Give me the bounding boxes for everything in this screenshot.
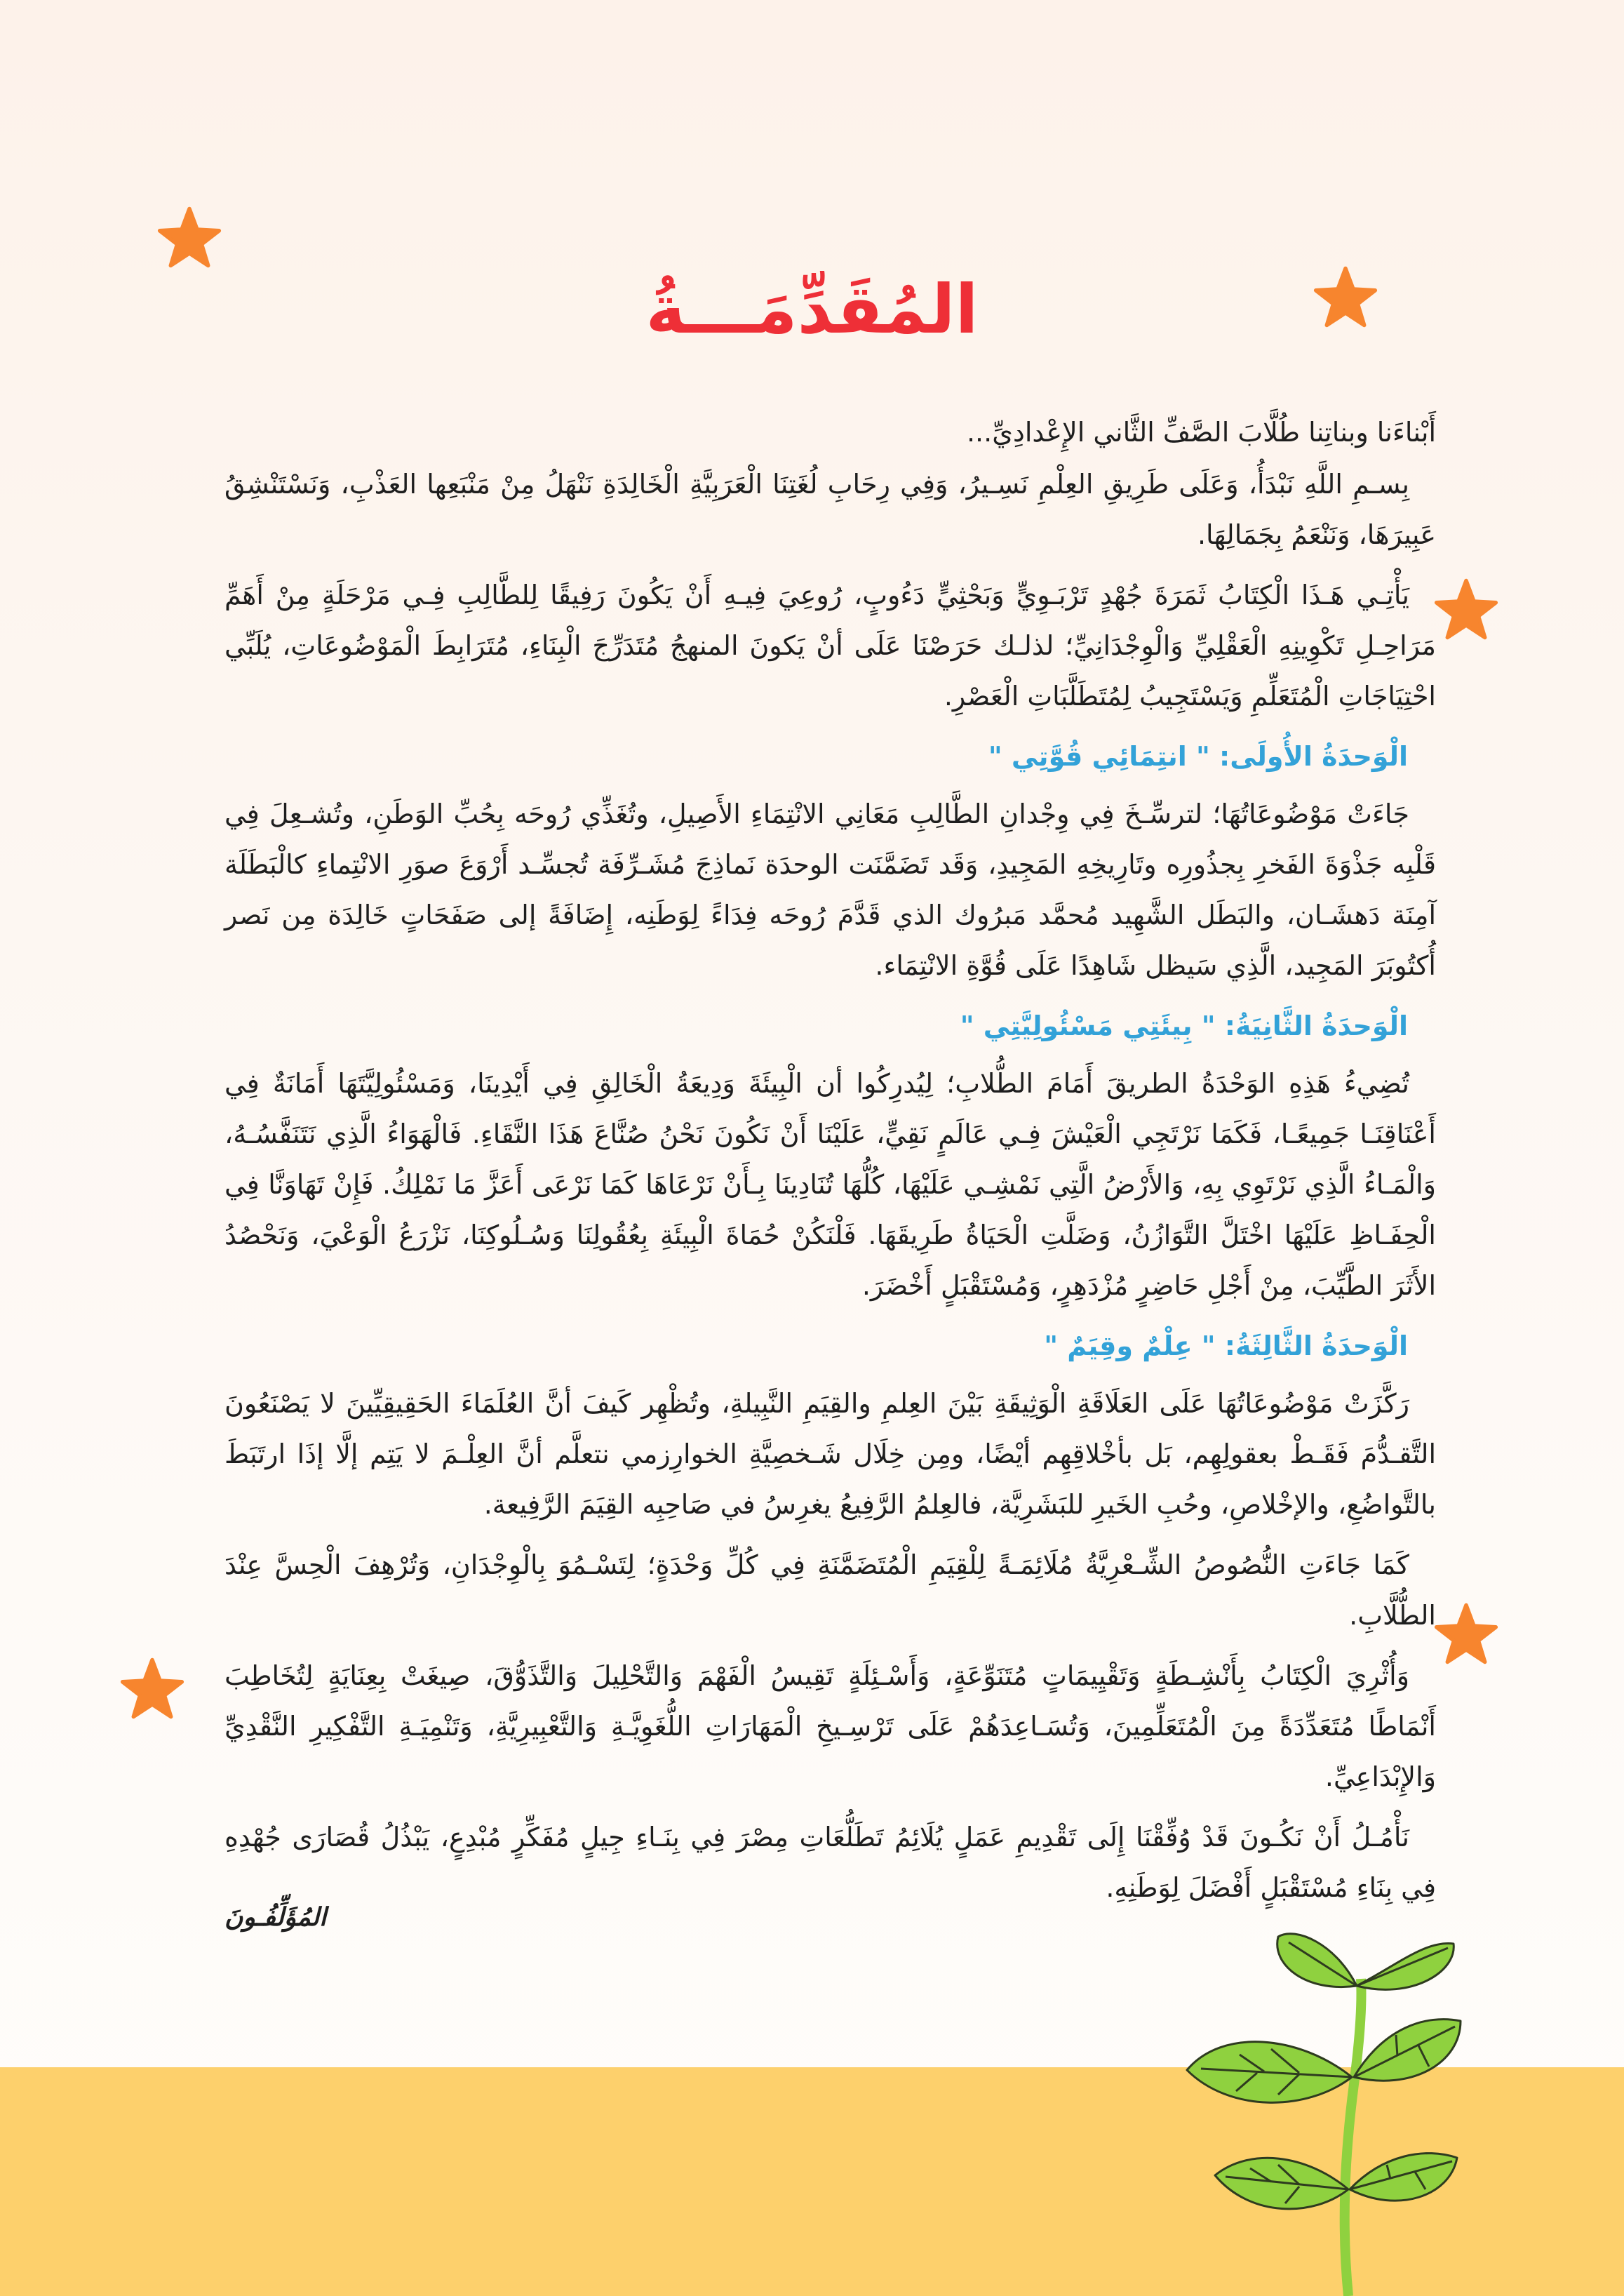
star-icon (157, 205, 222, 269)
star-icon (120, 1656, 184, 1721)
signature: المُؤَلِّفُـونَ (224, 1903, 327, 1932)
plant-icon (1173, 1923, 1468, 2296)
greeting: أَبْناءَنا وبناتِنا طُلَّابَ الصَّفِّ الثَّاني الإِعْدادِيِّ... (966, 417, 1436, 448)
paragraph: وَأُثْرِيَ الْكِتَابُ بِأَنْشِـطَةٍ وَتَقْيِيمَاتٍ مُتَنَوِّعَةٍ، وَأَسْـئِلَةٍ تَقِيسُ الْفَهْمَ وَالتَّحْلِيلَ وَالتَّذَوُّقَ، صِيغَتْ بِعِنَايَةٍ لِتُخَاطِبَ أَنْمَاطًا مُتَعَدِّدَةً مِنَ الْمُتَعَلِّمِينَ، وَتُسَـاعِدَهُمْ عَلَى تَرْسِـيخِ الْمَهَارَاتِ اللُّغَوِيَّـةِ وَالتَّعْبِيرِيَّةِ، وَتَنْمِيَـةِ التَّفْكِيرِ النَّقْدِيِّ وَالإِبْدَاعِيِّ. (224, 1660, 1436, 1792)
paragraph: كَمَا جَاءَتِ النُّصُوصُ الشِّـعْرِيَّةُ مُلَائِمَـةً لِلْقِيَمِ الْمُتَضَمَّنَةِ فِي كُلِّ وَحْدَةٍ؛ لِتَسْـمُوَ بِالْوِجْدَانِ، وَتُرْهِفَ الْحِسَّ عِنْدَ الطُّلَّابِ. (224, 1549, 1436, 1631)
unit-heading: الْوَحدَةُ الأُولَى: " انتِمَائِي قُوَّتِي " (988, 741, 1408, 772)
paragraph: جَاءَتْ مَوْضُوعَاتُهَا؛ لترسِّـخَ فِي وِجْدانِ الطَّالِبِ مَعَانِي الانْتِمَاءِ الأَصِيلِ، وتُغَذِّي رُوحَه بِحُبِّ الوَطَنِ، وتُشـعِلَ فِي قَلْبِه جَذْوَةَ الفَخرِ بِجذُورِه وتَارِيخِهِ المَجِيدِ، وَقَد تَضَمَّنَت الوحدَة نَماذِجَ مُشَـرِّفَة تُجسِّـد أَرْوَعَ صوَرِ الانْتِماءِ كالْبَطَلَة آمِنَة دَهشَـان، والبَطَل الشَّهِيد مُحمَّد مَبرُوك الذي قَدَّمَ رُوحَه فِدَاءً لِوَطَنِه، إِضَافَةً إلى صَفَحَاتٍ خَالِدَة مِن نَصر أُكتُوبَرَ المَجِيد، الَّذِي سَيظل شَاهِدًا عَلَى قُوَّةِ الانْتِمَاء. (224, 799, 1436, 981)
star-icon (1434, 577, 1498, 641)
paragraph: بِسـمِ اللَّهِ نَبْدَأُ، وَعَلَى طَرِيقِ العِلْمِ نَسِـيرُ، وَفِي رِحَابِ لُغَتِنَا الْعَرَبِيَّةِ الْخَالِدَةِ نَنْهَلُ مِنْ مَنْبَعِها العَذْبِ، وَنَسْتَنْشِقُ عَبِيرَهَا، وَنَنْعَمُ بِجَمَالِهَا. (224, 469, 1436, 550)
page-title: المُقَدِّمَـــةُ (645, 270, 979, 349)
unit-heading: الْوَحدَةُ الثَّانِيَةُ: " بِيئَتِي مَسْئُولِيَّتِي " (960, 1010, 1408, 1041)
paragraph: يَأْتِـي هَـذَا الْكِتَابُ ثَمَرَةَ جُهْدٍ تَرْبَـوِيٍّ وَبَحْثِيٍّ دَءُوبٍ، رُوعِيَ فِيـهِ أَنْ يَكُونَ رَفِيقًا لِلطَّالِبِ فِـي مَرْحَلَةٍ مِنْ أَهَمِّ مَرَاحِـلِ تَكْوِينِهِ الْعَقْلِيِّ وَالْوِجْدَانِيِّ؛ لذلـك حَرَصْنَا عَلَى أنْ يَكونَ المنهجُ مُتَدَرِّجَ الْبِنَاءِ، مُتَرَابِطَ الْمَوْضُوعَاتِ، يُلَبِّي احْتِيَاجَاتِ الْمُتَعَلِّمِ وَيَسْتَجِيبُ لِمُتَطَلَّبَاتِ الْعَصْرِ. (224, 580, 1436, 712)
paragraph: نَأْمُـلُ أَنْ نَكُـونَ قَدْ وُفِّقْنَا إِلَى تَقْدِيمِ عَمَلٍ يُلَائِمُ تَطَلُّعَاتِ مِصْرَ فِي بِنَـاءِ جِيلٍ مُفَكِّرٍ مُبْدِعٍ، يَبْذُلُ قُصَارَى جُهْدِهِ فِي بِنَاءِ مُسْتَقْبَلٍ أَفْضَلَ لِوَطَنِهِ. (224, 1822, 1436, 1903)
paragraph: تُضِيءُ هَذِهِ الوَحْدَةُ الطريقَ أَمَامَ الطُّلابِ؛ لِيُدرِكُوا أن الْبِيئَةَ وَدِيعَةُ الْخَالِقِ فِي أَيْدِينَا، وَمَسْئُولِيَّتَهَا أَمَانَةٌ فِي أَعْنَاقِنَـا جَمِيعًـا، فَكَمَا نَرْتَجِي الْعَيْشَ فِـي عَالَمٍ نَقِيٍّ، عَلَيْنَا أَنْ نَكُونَ نَحْنُ صُنَّاعَ هَذَا النَّقَاءِ. فَالْهَوَاءُ الَّذِي نَتَنَفَّسُـهُ، وَالْمَـاءُ الَّذِي نَرْتَوِي بِهِ، وَالأَرْضُ الَّتِي نَمْشِـي عَلَيْهَا، كُلُّهَا تُنَادِينَا بِـأَنْ نَرْعَاهَا كَمَا نَرْعَى أَعَزَّ مَا نَمْلِكُ. فَإِنْ تَهَاوَنَّا فِي الْحِفَـاظِ عَلَيْهَا اخْتَلَّ التَّوَازُنُ، وَضَلَّتِ الْحَيَاةُ طَرِيقَهَا. فَلْنَكُنْ حُمَاةَ الْبِيئَةِ بِعُقُولِنَا وَسُـلُوكِنَا، نَزْرَعُ الْوَعْيَ، وَنَحْصُدُ الأَثَرَ الطَّيِّبَ، مِنْ أَجْلِ حَاضِرٍ مُزْدَهِرٍ، وَمُسْتَقْبَلٍ أَخْضَرَ. (224, 1068, 1436, 1301)
star-icon (1434, 1601, 1498, 1666)
unit-heading: الْوَحدَةُ الثَّالِثَةُ: " عِلْمٌ وقِيَمٌ " (1044, 1330, 1408, 1361)
introduction-body (224, 407, 1436, 1923)
paragraph: رَكَّزَتْ مَوْضُوعَاتُهَا عَلَى العَلَاقَةِ الْوَثِيقَةِ بَيْنَ العِلمِ والقِيَمِ النَّبِيلةِ، وتُظْهِر كَيفَ أنَّ العُلَمَاءَ الحَقِيقِيِّينَ لا يَصْنَعُونَ التَّقـدُّمَ فَقَـطْ بعقولِهِم، بَل بأخْلاقِهِم أيْضًا، ومِن خِلَال شَـخصِيَّةِ الخوارِزمي نتعلَّم أنَّ العِلْـمَ لا يَتِم إلَّا إذَا ارتَبَطَ بالتَّواضُعِ، والإخْلاصِ، وحُبِ الخَيرِ للبَشَرِيَّة، فالعِلمُ الرَّفِيعُ يغرِسُ في صَاحِبِه القِيَمَ الرَّفِيعة. (224, 1388, 1436, 1520)
